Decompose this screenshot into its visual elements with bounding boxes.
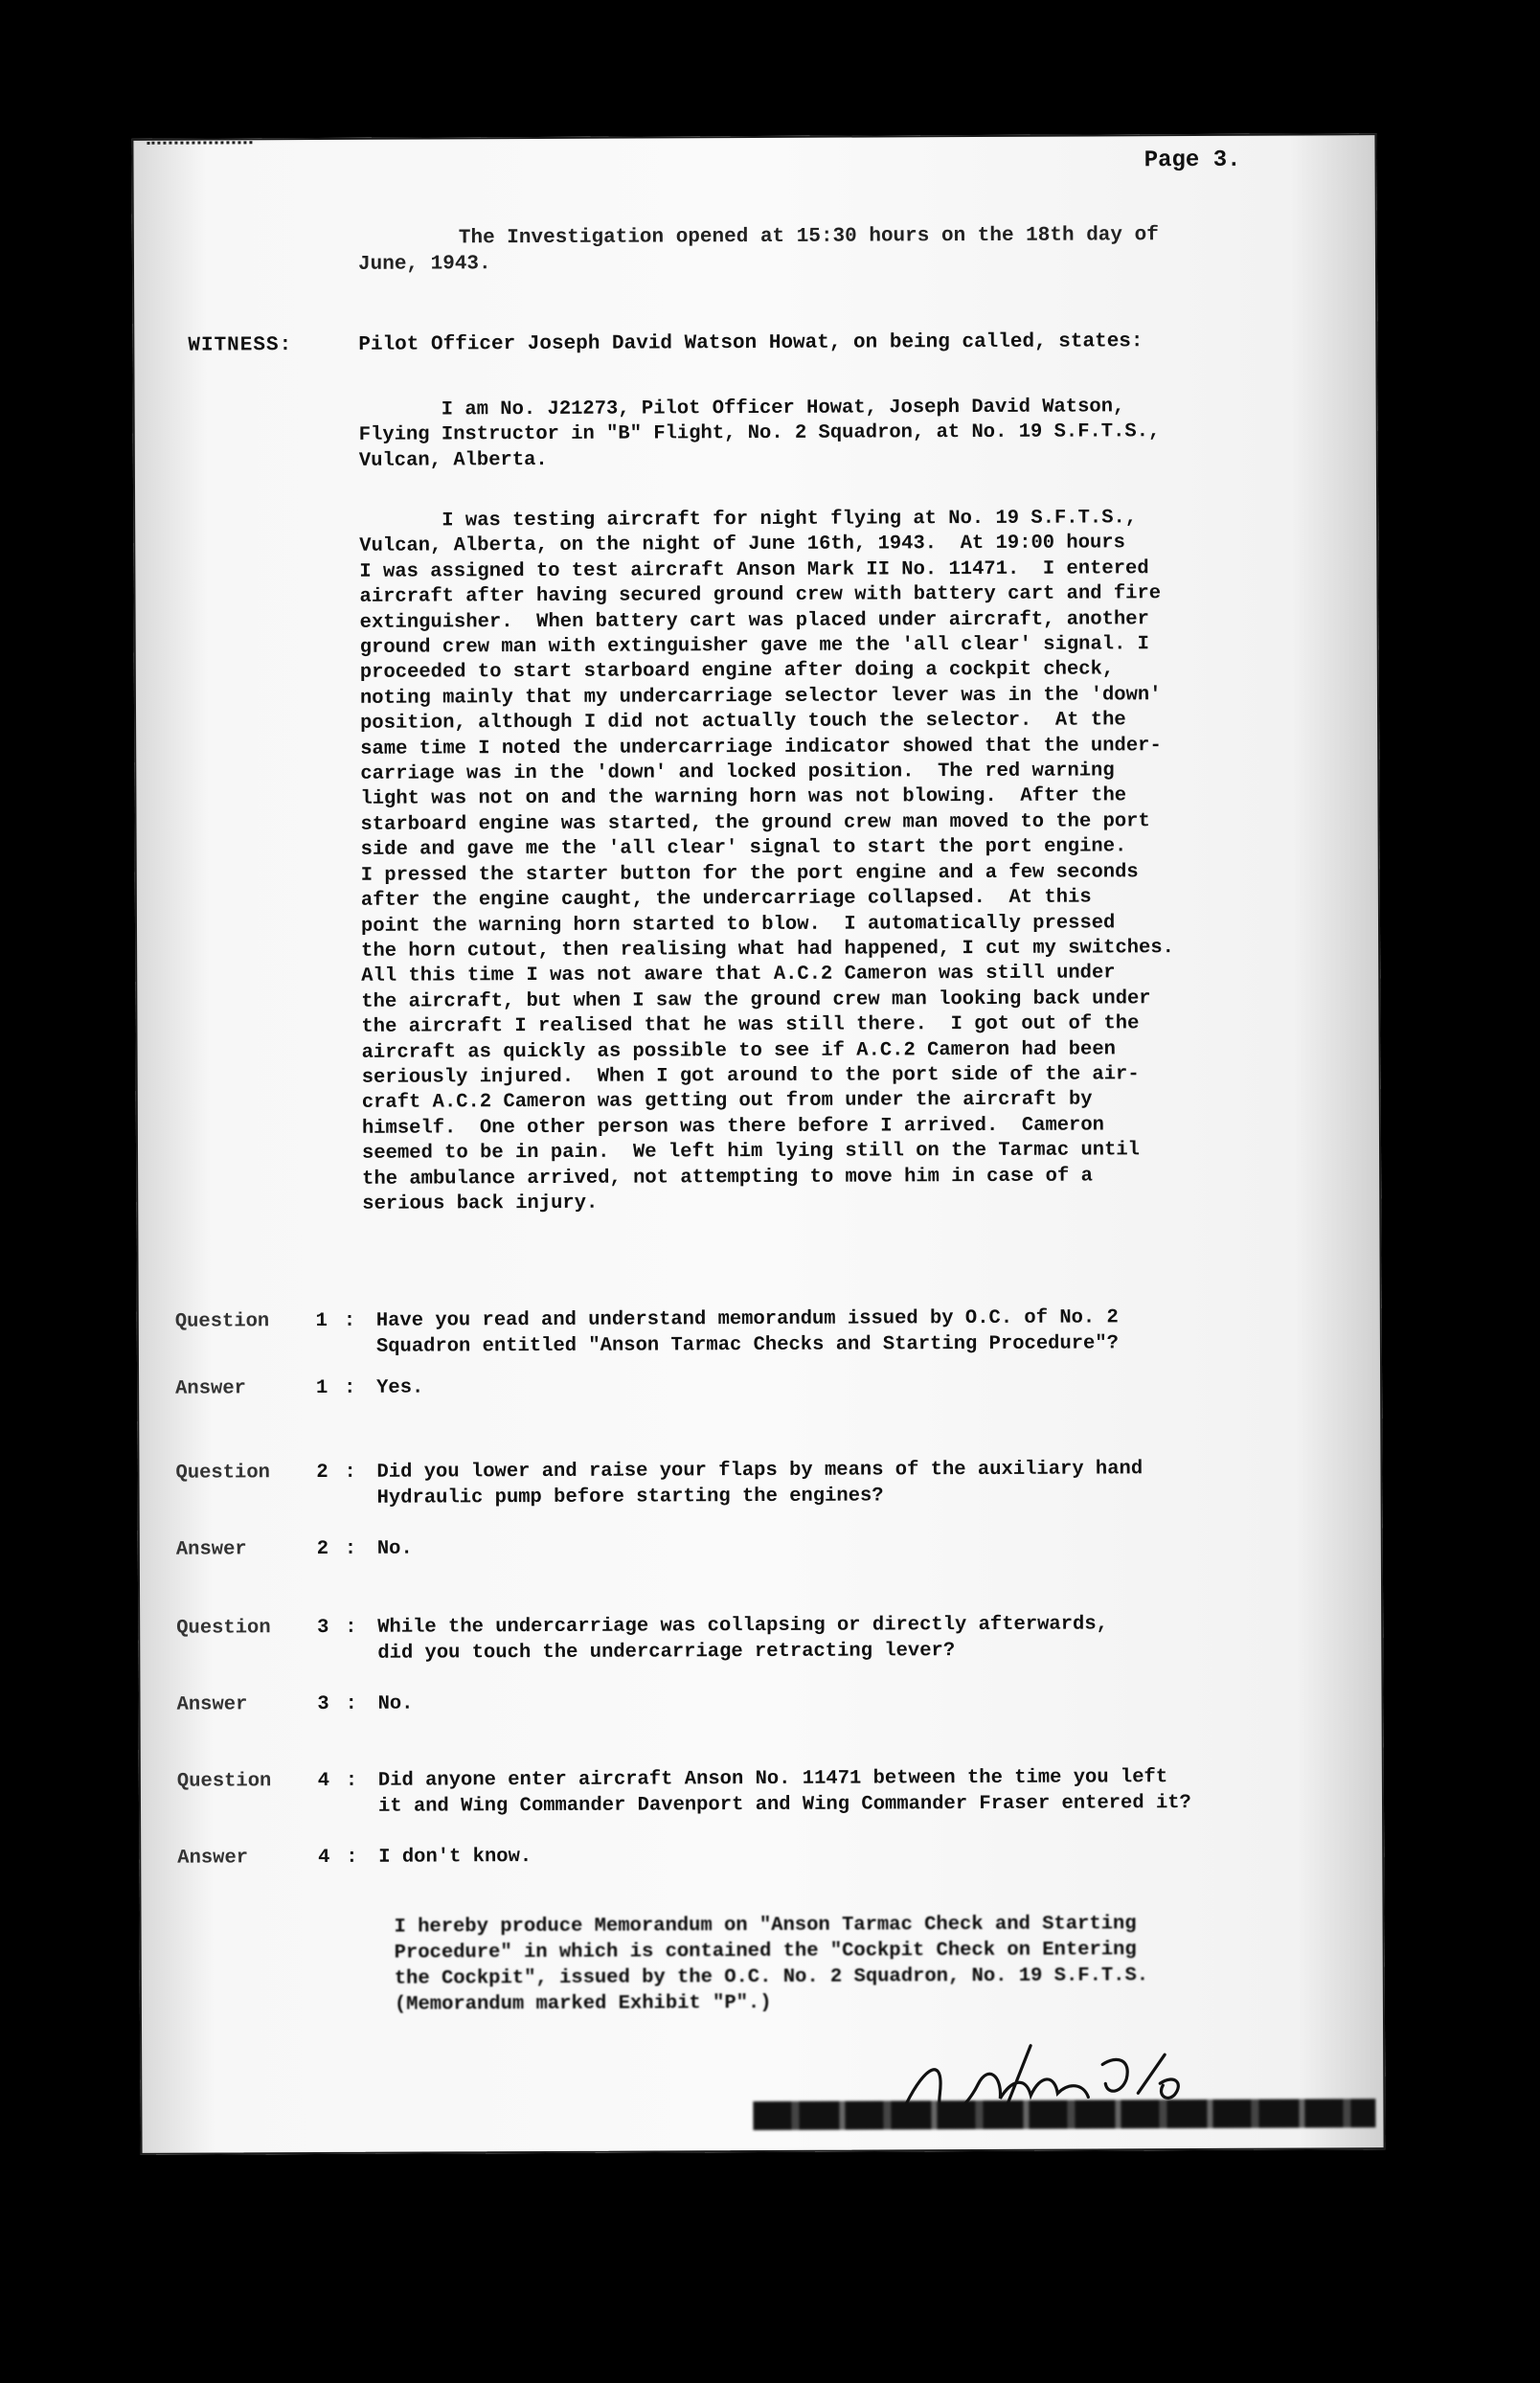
qa-number: 3 [316,1616,329,1640]
signature-typed-block [753,2099,1375,2130]
qa-number: 4 [317,1769,330,1793]
answer-3 [176,1687,1354,1717]
qa-text: No. [377,1692,414,1715]
answer-1 [175,1371,1353,1401]
qa-text: Did anyone enter aircraft Anson No. 11471 between the time you left it and Wing Commander Davenport and Wing Commander Fraser entered it? [377,1766,1191,1818]
qa-label: Question [176,1770,272,1793]
paragraph-account: I was testing aircraft for night flying at No. 19 S.F.T.S., Vulcan, Alberta, on the night of June 16th, 1943. At 19:00 hours I was assigned to test aircraft Anson Mark II No. 11471. I entered aircraft after having secured ground crew with battery cart and fire extinguisher. When battery cart was placed under aircraft, another ground crew man with extinguisher gave me the 'all clear' signal. I proceeded to start starboard engine after doing a cockpit check, noting mainly that my undercarriage selector lever was in the 'down' position, although I did not actually touch the selector. At the same time I noted the undercarriage indicator showed that the under- carriage was in the 'down' and locked position. The red warning light was not on and the warning horn was not blowing. After the starboard engine was started, the ground crew man moved to the port side and gave me the 'all clear' signal to start the port engine. I pressed the starter button for the port engine and a few seconds after the engine caught, the undercarriage collapsed. At this point the warning horn started to blow. I automatically pressed the horn cutout, then realising what had happened, I cut my switches. All this time I was not aware that A.C.2 Cameron was still under the aircraft, but when I saw the ground crew man looking back under the aircraft I realised that he was still there. I got out of the aircraft as quickly as possible to see if A.C.2 Cameron had been seriously injured. When I got around to the port side of the air- craft A.C.2 Cameron was getting out from under the aircraft by himself. One other person was there before I arrived. Cameron seemed to be in pain. We left him lying still on the Tarmac until the ambulance arrived, not attempting to move him in case of a serious back injury. [359,507,1175,1215]
qa-colon: : [344,1537,357,1560]
closing-exhibit-statement: I hereby produce Memorandum on "Anson Tarmac Check and Starting Procedure" in which is contained the "Cockpit Check on Entering the Cockpit", issued by the O.C. No. 2 Squadron, No. 19 S.F.T.S. (Memorandum marked Exhibit "P".) [394,1913,1149,2016]
question-4 [177,1763,1355,1820]
qa-colon: : [345,1616,357,1639]
qa-number: 3 [317,1692,329,1716]
question-3 [176,1610,1354,1667]
question-2 [175,1455,1353,1511]
qa-text: I don't know. [378,1846,532,1869]
witness-label: WITNESS: [188,334,293,357]
document-page [131,133,1385,2155]
qa-text: Did you lower and raise your flaps by means of the auxiliary hand Hydraulic pump before starting the engines? [376,1458,1144,1509]
qa-number: 2 [316,1537,329,1561]
qa-label: Answer [175,1377,246,1400]
answer-2 [176,1532,1354,1562]
qa-text: No. [376,1537,413,1560]
opening-line-2: June, 1943. [357,253,491,276]
paragraph-identification: I am No. J21273, Pilot Officer Howat, Joseph David Watson, Flying Instructor in "B" Flight, No. 2 Squadron, at No. 19 S.F.T.S., Vulcan, Alberta. [358,396,1161,472]
question-1 [175,1304,1353,1360]
qa-text: While the undercarriage was collapsing or directly afterwards, did you touch the undercarriage retracting lever? [377,1613,1108,1665]
qa-colon: : [344,1461,356,1484]
qa-number: 1 [315,1376,328,1400]
qa-label: Answer [177,1847,249,1870]
qa-text: Have you read and understand memorandum issued by O.C. of No. 2 Squadron entitled "Anson Tarmac Checks and Starting Procedure"? [375,1306,1119,1358]
opening-line-1: The Investigation opened at 15:30 hours on the 18th day of [458,224,1159,250]
qa-label: Answer [176,1693,248,1716]
witness-statement: Pilot Officer Joseph David Watson Howat, on being called, states: [358,330,1144,356]
qa-text: Yes. [376,1376,424,1399]
qa-number: 2 [316,1461,328,1485]
qa-number: 4 [318,1846,330,1870]
qa-number: 1 [315,1309,328,1333]
qa-colon: : [343,1309,356,1332]
qa-colon: : [346,1846,358,1869]
qa-label: Answer [175,1538,247,1561]
qa-label: Question [175,1462,270,1485]
qa-colon: : [345,1769,358,1792]
qa-label: Question [174,1310,270,1333]
qa-colon: : [344,1376,356,1399]
qa-label: Question [176,1617,271,1640]
qa-colon: : [345,1692,357,1715]
page-number: Page 3. [1144,147,1241,174]
answer-4 [177,1840,1355,1871]
opening-statement [358,221,1316,277]
page-smudge [147,141,252,151]
